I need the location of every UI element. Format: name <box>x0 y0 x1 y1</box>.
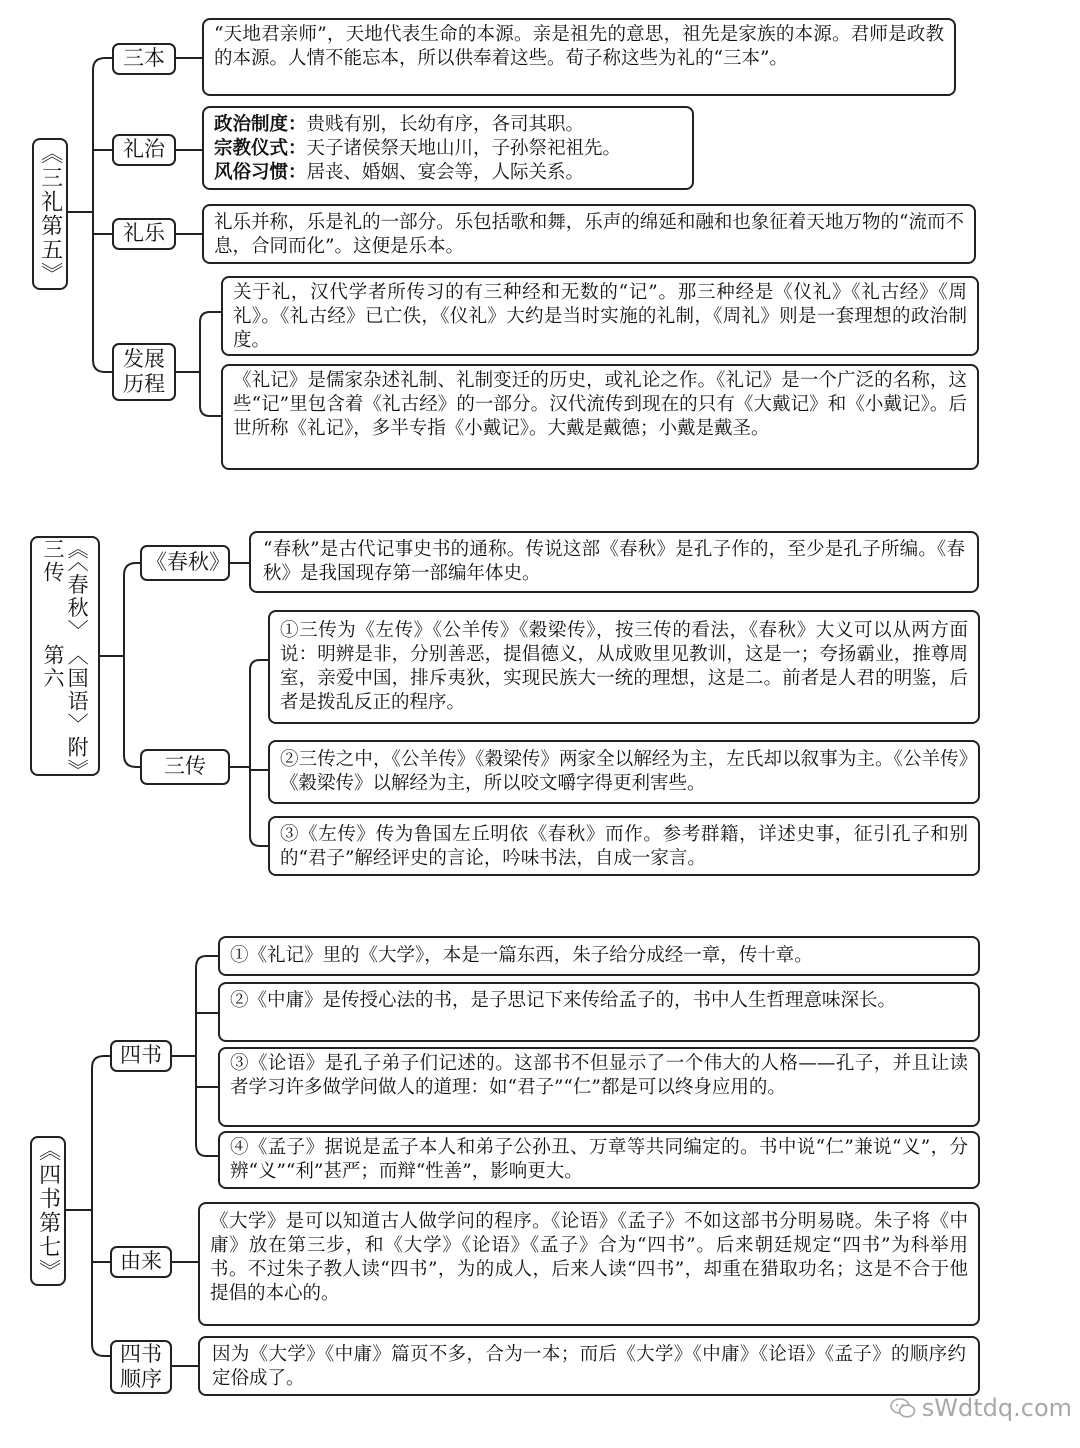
node-shunxu-line1: 四书 <box>120 1341 162 1366</box>
node-youlai <box>110 1246 172 1278</box>
node-chunqiu <box>140 545 230 581</box>
root-chunqiu-line1: 《〈春秋〉三传 <box>41 538 90 643</box>
root-chunqiu-line2: 〈国语〉附》第六 <box>41 644 90 772</box>
root-sanli <box>32 138 68 290</box>
node-sanben <box>112 43 176 75</box>
wechat-icon <box>890 1397 916 1419</box>
box-shunxu <box>198 1336 980 1396</box>
box-sanzhuan-3 <box>268 816 980 876</box>
box-chunqiu-text: “春秋”是古代记事史书的通称。传说这部《春秋》是孔子作的，至少是孔子所编。《春秋》是我国现存第一部编年体史。 <box>263 539 965 584</box>
watermark <box>800 1388 1072 1428</box>
box-sishu-1-text: ①《礼记》里的《大学》，本是一篇东西，朱子给分成经一章，传十章。 <box>230 945 813 966</box>
node-sanben-label: 三本 <box>123 46 165 71</box>
node-fazhan-line1: 发展 <box>123 346 165 371</box>
lizhi-row-religion <box>214 137 682 161</box>
node-shunxu <box>110 1340 172 1394</box>
lizhi-text-custom: 居丧、婚姻、宴会等，人际关系。 <box>306 162 585 183</box>
root-chunqiu <box>30 536 100 776</box>
lizhi-term-politics: 政治制度： <box>214 114 307 135</box>
node-liyue <box>112 218 176 250</box>
lizhi-text-religion: 天子诸侯祭天地山川，子孙祭祀祖先。 <box>306 138 622 159</box>
root-sanli-label: 《三礼第五》 <box>37 142 63 286</box>
node-liyue-label: 礼乐 <box>123 221 165 246</box>
box-sanzhuan-1-text: ①三传为《左传》《公羊传》《穀梁传》，按三传的看法，《春秋》大义可以从两方面说：明辨是非，分别善恶，提倡德义，从成败里见教训，这是一；夸扬霸业，推尊周室，亲爱中国，排斥夷狄，实现民族大一统的理想，这是二。前者是人君的明鉴，后者是拨乱反正的程序。 <box>280 620 968 713</box>
box-liyue-text: 礼乐并称，乐是礼的一部分。乐包括歌和舞，乐声的绵延和融和也象征着天地万物的“流而不息，合同而化”。这便是乐本。 <box>214 212 964 257</box>
box-sanzhuan-2 <box>268 740 980 804</box>
box-sishu-4 <box>218 1131 980 1189</box>
box-fazhan-1-text: 关于礼，汉代学者所传习的有三种经和无数的“记”。那三种经是《仪礼》《礼古经》《周礼》。《礼古经》已亡佚，《仪礼》大约是当时实施的礼制，《周礼》则是一套理想的政治制度。 <box>233 282 967 351</box>
lizhi-term-religion: 宗教仪式： <box>214 138 307 159</box>
lizhi-row-politics <box>214 113 682 137</box>
node-sishu-label: 四书 <box>120 1043 162 1068</box>
root-sishu <box>30 1136 66 1286</box>
box-sanzhuan-1 <box>268 610 980 724</box>
box-youlai-text: 《大学》是可以知道古人做学问的程序。《论语》《孟子》不如这部书分明易晓。朱子将《中庸》放在第三步，和《大学》《论语》《孟子》合为“四书”。后来朝廷规定“四书”为科举用书。不过朱子教人读“四书”，为的成人，后来人读“四书”，却重在猎取功名；这是不合于他提倡的本心的。 <box>210 1211 968 1304</box>
lizhi-text-politics: 贵贱有别，长幼有序，各司其职。 <box>306 114 585 135</box>
box-sishu-2 <box>218 982 980 1042</box>
box-sishu-3 <box>218 1047 980 1127</box>
node-fazhan <box>112 343 176 401</box>
box-fazhan-2-text: 《礼记》是儒家杂述礼制、礼制变迁的历史，或礼论之作。《礼记》是一个广泛的名称，这些“记”里包含着《礼古经》的一部分。汉代流传到现在的只有《大戴记》和《小戴记》。后世所称《礼记》，多半专指《小戴记》。大戴是戴德；小戴是戴圣。 <box>233 370 967 439</box>
node-sanzhuan <box>140 749 230 785</box>
box-fazhan-2 <box>221 364 979 470</box>
node-chunqiu-label: 《春秋》 <box>146 550 230 575</box>
box-sishu-2-text: ②《中庸》是传授心法的书，是子思记下来传给孟子的，书中人生哲理意味深长。 <box>230 990 897 1011</box>
box-sishu-4-text: ④《孟子》据说是孟子本人和弟子公孙丑、万章等共同编定的。书中说“仁”兼说“义”，分辨“义”“利”甚严；而辩“性善”，影响更大。 <box>230 1137 968 1182</box>
box-sishu-3-text: ③《论语》是孔子弟子们记述的。这部书不但显示了一个伟大的人格——孔子，并且让读者学习许多做学问做人的道理：如“君子”“仁”都是可以终身应用的。 <box>230 1053 968 1098</box>
lizhi-row-custom <box>214 161 682 185</box>
box-chunqiu <box>249 531 979 593</box>
node-fazhan-line2: 历程 <box>123 372 165 396</box>
box-sishu-1 <box>218 936 980 976</box>
node-sanzhuan-label: 三传 <box>164 754 206 779</box>
box-liyue <box>202 204 976 264</box>
box-shunxu-text: 因为《大学》《中庸》篇页不多，合为一本；而后《大学》《中庸》《论语》《孟子》的顺序约定俗成了。 <box>212 1344 966 1389</box>
box-sanzhuan-2-text: ②三传之中，《公羊传》《穀梁传》两家全以解经为主，左氏却以叙事为主。《公羊传》《穀梁传》以解经为主，所以咬文嚼字得更利害些。 <box>280 749 968 794</box>
node-lizhi-label: 礼治 <box>123 137 165 162</box>
box-youlai <box>198 1202 980 1326</box>
lizhi-term-custom: 风俗习惯： <box>214 162 307 183</box>
node-youlai-label: 由来 <box>120 1249 162 1274</box>
root-sishu-label: 《四书第七》 <box>35 1139 61 1283</box>
box-lizhi <box>202 106 694 190</box>
box-sanzhuan-3-text: ③《左传》传为鲁国左丘明依《春秋》而作。参考群籍，详述史事，征引孔子和别的“君子”解经评史的言论，吟味书法，自成一家言。 <box>280 824 968 869</box>
node-sishu <box>110 1040 172 1072</box>
box-sanben-text: “天地君亲师”，天地代表生命的本源。亲是祖先的意思，祖先是家族的本源。君师是政教的本源。人情不能忘本，所以供奉着这些。荀子称这些为礼的“三本”。 <box>214 24 944 69</box>
watermark-text: sWdtdq.com <box>921 1394 1072 1422</box>
box-fazhan-1 <box>221 276 979 356</box>
box-sanben <box>202 18 956 96</box>
node-shunxu-line2: 顺序 <box>120 1367 162 1391</box>
node-lizhi <box>112 134 176 166</box>
